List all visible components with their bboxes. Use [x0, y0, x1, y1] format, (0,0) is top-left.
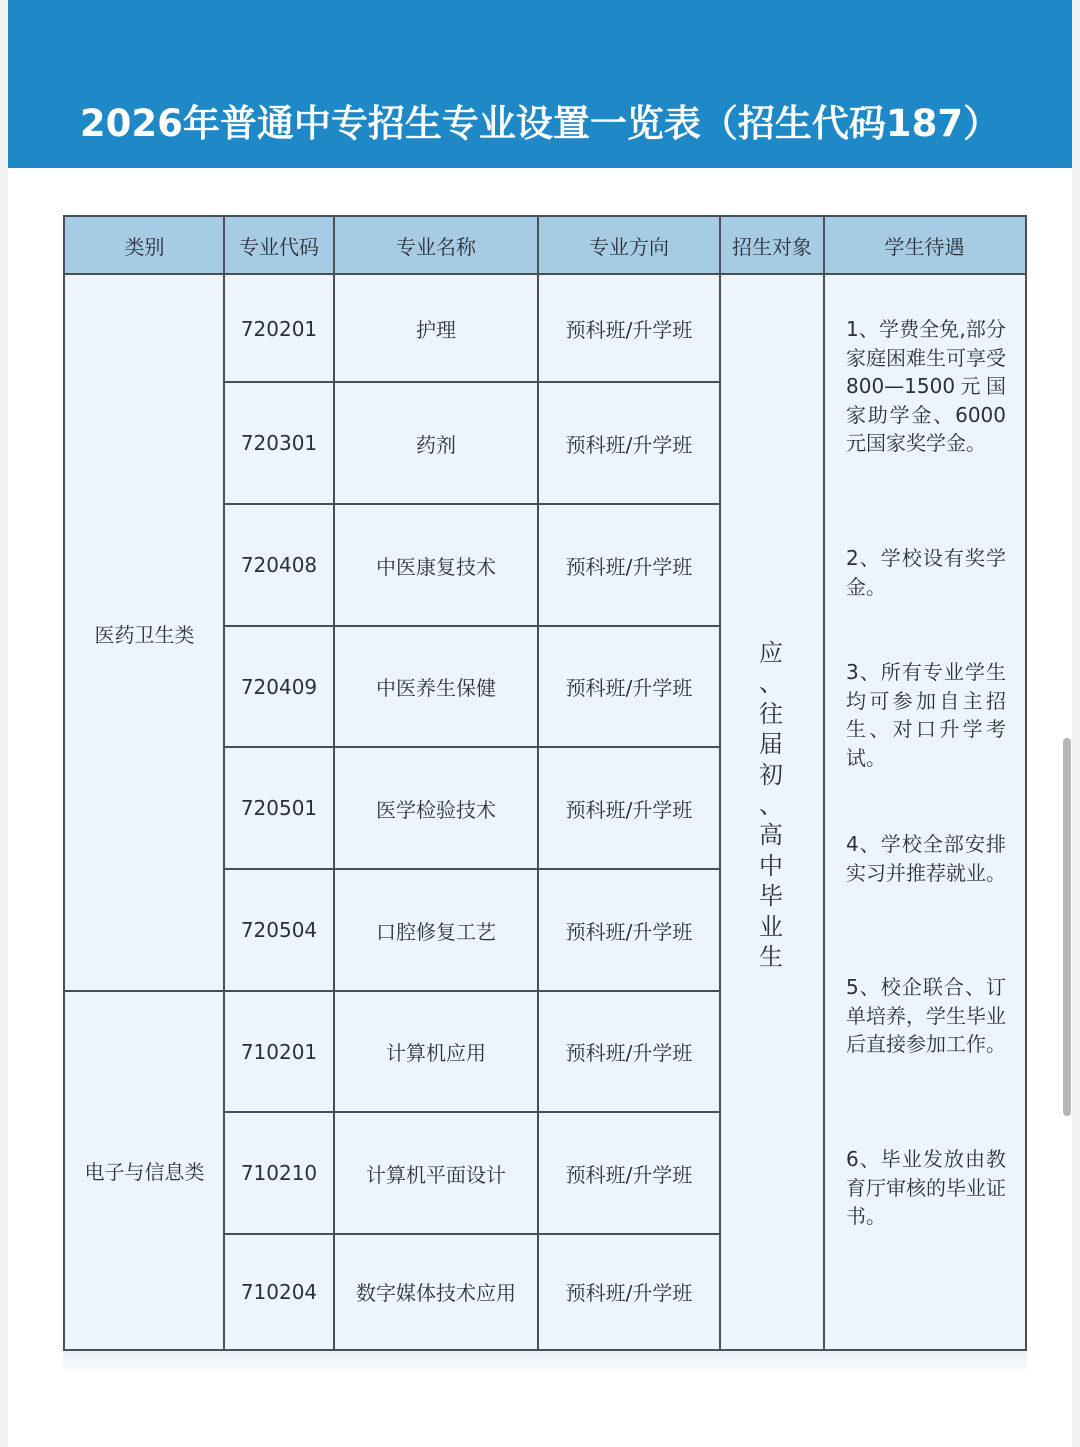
- column-divider: [719, 215, 721, 1351]
- column-divider: [223, 215, 225, 1351]
- category-electronics: 电子与信息类: [84, 1159, 205, 1184]
- row-major-name: 护理: [416, 318, 456, 342]
- row-major-name: 计算机应用: [386, 1041, 486, 1065]
- header-code: 专业代码: [224, 217, 334, 273]
- row-divider: [224, 503, 720, 505]
- page-title: 2026年普通中专招生专业设置一览表（招生代码187）: [79, 102, 1001, 145]
- row-major-name: 计算机平面设计: [366, 1162, 506, 1187]
- row-divider: [224, 625, 720, 627]
- column-divider: [537, 215, 539, 1351]
- header-direction: 专业方向: [538, 217, 720, 273]
- row-direction: 预科班/升学班: [565, 1281, 693, 1305]
- row-code: 720504: [240, 918, 318, 942]
- enrollment-target-text: 应 、 往 届 初 、 高 中 毕 业 生: [759, 639, 783, 972]
- row-code: 720301: [240, 431, 318, 455]
- row-code: 710204: [240, 1279, 318, 1304]
- row-direction: 预科班/升学班: [565, 919, 693, 944]
- row-major-name: 中医康复技术: [376, 554, 496, 579]
- row-direction: 预科班/升学班: [565, 1162, 693, 1187]
- benefit-item: 2、学校设有奖学金。: [846, 546, 1006, 599]
- row-code: 710201: [240, 1039, 318, 1064]
- header-banner: [8, 0, 1072, 168]
- row-divider: [224, 1111, 720, 1113]
- row-direction: 预科班/升学班: [565, 1041, 693, 1065]
- header-benefits: 学生待遇: [824, 217, 1025, 273]
- row-direction: 预科班/升学班: [565, 554, 693, 579]
- column-divider: [823, 215, 825, 1351]
- row-direction: 预科班/升学班: [565, 676, 693, 700]
- row-major-name: 医学检验技术: [376, 797, 496, 822]
- vertical-scrollbar[interactable]: [1063, 738, 1071, 1116]
- row-direction: 预科班/升学班: [565, 797, 693, 822]
- row-major-name: 数字媒体技术应用: [356, 1281, 516, 1305]
- row-direction: 预科班/升学班: [565, 318, 693, 342]
- row-major-name: 药剂: [416, 432, 456, 457]
- header-divider: [63, 273, 1027, 275]
- table-bottom-shadow: [63, 1351, 1027, 1369]
- row-direction: 预科班/升学班: [565, 432, 693, 457]
- row-major-name: 口腔修复工艺: [376, 919, 496, 944]
- header-major-name: 专业名称: [334, 217, 538, 273]
- column-divider: [333, 215, 335, 1351]
- row-divider: [224, 746, 720, 748]
- row-code: 720408: [240, 553, 318, 577]
- row-divider: [224, 381, 720, 383]
- row-divider: [224, 1233, 720, 1235]
- benefit-item: 5、校企联合、订单培养，学生毕业后直接参加工作。: [846, 975, 1006, 1057]
- benefit-item: 4、学校全部安排实习并推荐就业。: [846, 832, 1006, 885]
- row-code: 720201: [240, 316, 318, 341]
- row-code: 710210: [240, 1161, 318, 1185]
- benefit-item: 6、毕业发放由教育厅审核的毕业证书。: [846, 1147, 1006, 1229]
- header-target: 招生对象: [720, 217, 824, 273]
- category-medical: 医药卫生类: [94, 622, 195, 647]
- benefit-item: 3、所有专业学生均可参加自主招生、对口升学考试。: [846, 660, 1006, 770]
- header-category: 类别: [65, 217, 224, 273]
- row-divider: [224, 868, 720, 870]
- category-divider: [63, 990, 720, 992]
- row-code: 720409: [240, 674, 318, 699]
- row-major-name: 中医养生保健: [376, 676, 496, 700]
- row-code: 720501: [240, 796, 318, 820]
- benefit-item: 1、学费全免,部分家庭困难生可享受800—1500元国家助学金、6000元国家奖学金。: [846, 317, 1006, 456]
